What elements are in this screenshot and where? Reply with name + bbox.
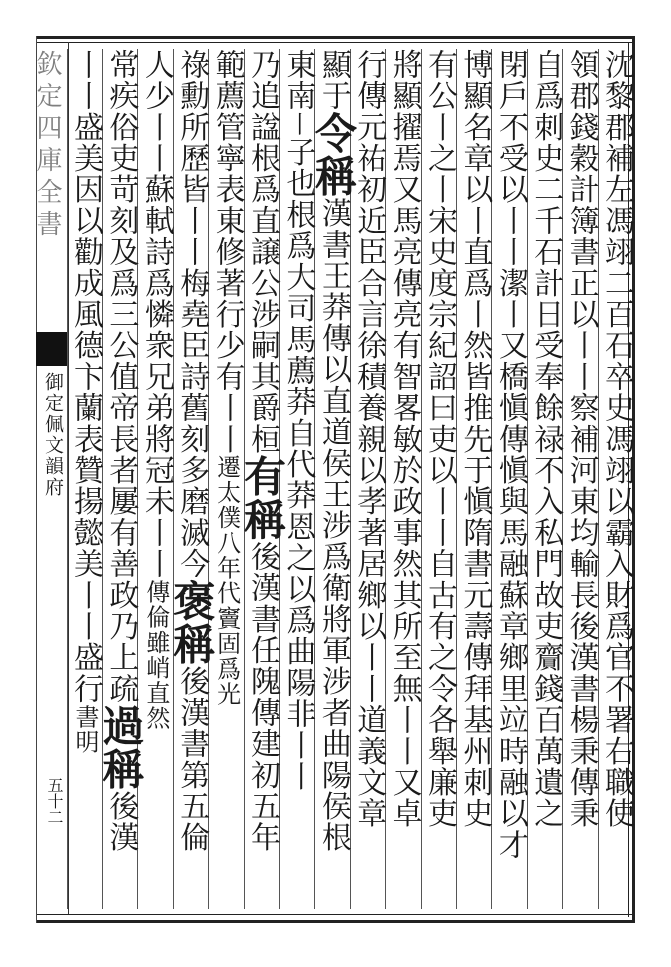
text-column (491, 49, 527, 909)
text-column (385, 49, 421, 909)
entry-heading: 有稱 (238, 454, 287, 542)
text-run: 人少丨丨蘇軾詩爲憐衆兄弟將冠未丨丨 (138, 49, 174, 580)
text-run: 子也根爲大司馬薦莽自代莽恩之以爲曲陽非丨丨 (280, 136, 316, 792)
text-run: 東南 (280, 49, 316, 112)
text-column (598, 49, 634, 909)
text-column (562, 49, 598, 909)
text-run: 祿勳所歷皆丨丨梅堯臣詩舊刻多磨滅今 (174, 49, 210, 580)
text-column (208, 49, 244, 909)
entry-heading: 令稱 (308, 111, 358, 198)
text-run: 常疾俗吏苛刻及爲三公值帝長者屢有善政乃上疏 (103, 49, 139, 705)
text-run: 後漢書第五倫 (174, 665, 210, 854)
page-number: 五十二 (45, 777, 64, 825)
text-columns (68, 43, 634, 914)
text-run: 後漢書任隗傳建初五年 (245, 541, 280, 854)
text-run: 乃追諡根爲直譲公涉嗣其爵桓 (245, 49, 280, 455)
text-run: 遷太僕八年代竇固爲光 (212, 454, 241, 707)
header-fragment: 欽定四庫全書 (32, 50, 62, 242)
text-column (238, 49, 287, 909)
fishtail-mark (36, 332, 68, 366)
text-column (96, 49, 146, 909)
fold-margin (32, 42, 69, 914)
text-run: 傳倫雖峭直然 (141, 579, 170, 731)
frame-top-rule (36, 36, 635, 39)
text-run: 顯于 (315, 49, 351, 112)
text-column (421, 49, 457, 909)
text-run: 有公丨之丨宋史度宗紀詔曰吏以丨丨自古有之令各舉廉吏 (422, 49, 457, 829)
text-column (167, 49, 217, 909)
text-run: 範薦管寧表東修著行少有丨丨 (209, 49, 245, 455)
entry-heading: 褒稱 (167, 579, 217, 666)
text-run: 閉戶不受以丨丨潔丨又橋愼傳愼與馬融蘇章鄉里竝時融以才 (492, 49, 528, 861)
text-column (67, 49, 103, 909)
text-column (456, 49, 492, 909)
text-run: 自爲刺史二千石計日受奉餘禄不入私門故吏齎錢百萬遺之 (528, 49, 564, 829)
frame-bottom-rule (36, 920, 635, 923)
text-run: 書明 (71, 704, 99, 755)
text-run: 沈黎郡補左馮翊二百石卒史馮翊以霸入財爲官不署右職使 (599, 49, 634, 829)
text-run: 丨 (283, 111, 312, 137)
text-run: 行傳元祐初近臣合言徐積養親以孝著居鄉以丨丨道義文章 (351, 49, 387, 829)
text-run: 漢書王莽傳以直道侯王涉爲衛將軍涉者曲陽侯根 (315, 197, 351, 854)
text-column (527, 49, 563, 909)
text-run: 丨丨盛美因以勸成風德卞蘭表贊揚懿美丨丨盛行 (68, 49, 103, 705)
book-title: 御定佩文韻府 (42, 372, 64, 498)
text-run: 後漢 (103, 790, 139, 854)
text-run: 領郡錢穀計簿書正以丨丨察補河東均輸長後漢書楊秉傳秉 (563, 49, 599, 829)
frame-bottom-inner-rule (36, 914, 635, 915)
text-column (308, 49, 358, 909)
text-run: 博顯名章以丨直爲丨然皆推先于愼隋書元壽傳拜基州刺史 (457, 49, 493, 829)
entry-heading: 過稱 (96, 704, 146, 791)
text-run: 將顯擢焉又馬亮傳亮有智畧敏於政事然其所至無丨丨又卓 (386, 49, 422, 829)
